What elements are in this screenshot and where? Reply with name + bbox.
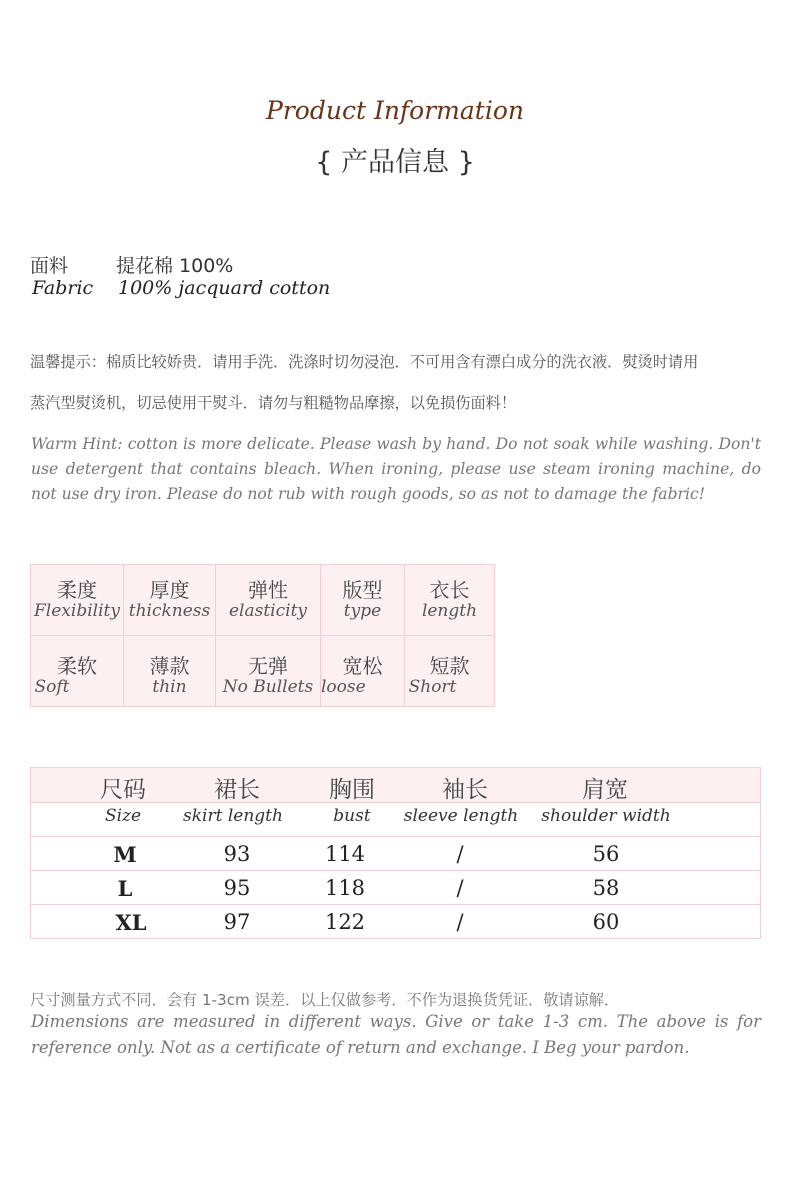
attribute-value-cn: 宽松 (342, 654, 383, 678)
care-hint-cn-line1: 温馨提示：棉质比较娇贵．请用手洗．洗涤时切勿浸泡．不可用含有漂白成分的洗衣液．熨烫时请用 (30, 353, 699, 371)
size-cell: M (113, 842, 137, 867)
attribute-head-en: length (421, 601, 478, 621)
size-header-en: bust (333, 806, 371, 826)
size-header-cn: 肩宽 (582, 777, 628, 803)
care-hint-cn-line2: 蒸汽型熨烫机，切忌使用干熨斗．请勿与粗糙物品摩擦，以免损伤面料！ (30, 394, 516, 412)
attribute-value-en: Short (408, 677, 457, 697)
fabric-value-cn: 提花棉 100% (116, 255, 234, 277)
attribute-value-en: Soft (34, 677, 70, 697)
size-cell: 122 (324, 910, 366, 934)
attribute-head-en: thickness (128, 601, 211, 621)
size-cell: 58 (592, 876, 620, 900)
attribute-value-cn: 短款 (429, 654, 470, 678)
size-cell: / (456, 842, 464, 866)
size-cell: L (117, 876, 133, 901)
size-cell: XL (115, 910, 147, 935)
size-cell: 95 (223, 876, 251, 900)
attribute-value-en: thin (152, 677, 187, 697)
attribute-head-cn: 衣长 (429, 578, 470, 602)
attribute-value-cn: 柔软 (57, 654, 97, 678)
size-table-divider (31, 870, 760, 871)
attribute-head-cn: 柔度 (57, 578, 97, 602)
size-header-cn: 尺码 (100, 777, 146, 803)
attribute-value-en: loose (321, 677, 366, 697)
size-table-divider (31, 836, 760, 837)
attribute-value-cn: 薄款 (149, 654, 190, 678)
size-header-en: sleeve length (403, 806, 519, 826)
size-header-en: skirt length (183, 806, 283, 826)
attribute-head-cn: 版型 (342, 578, 383, 602)
attribute-table (30, 564, 495, 707)
size-table-divider (31, 904, 760, 905)
size-header-cn: 胸围 (329, 777, 375, 803)
attribute-head-en: Flexibility (34, 601, 120, 621)
attribute-value-cn: 无弹 (248, 654, 288, 678)
size-cell: 56 (592, 842, 620, 866)
measurement-note-cn: 尺寸测量方式不同．会有 1-3cm 误差．以上仅做参考．不作为退换货凭证．敬请谅解． (30, 991, 620, 1009)
measurement-note-en: Dimensions are measured in different ways. Give or take 1-3 cm. The above is for reference only. Not as a certificate of return and exchange. I Beg your pardon. (31, 1012, 761, 1057)
size-cell: 118 (324, 876, 366, 900)
attribute-head-cn: 厚度 (149, 578, 190, 602)
attribute-head-en: type (343, 601, 382, 621)
size-cell: 114 (324, 842, 366, 866)
attribute-divider (31, 635, 494, 636)
size-header-cn: 袖长 (442, 777, 488, 803)
attribute-value-en: No Bullets (222, 677, 314, 697)
size-table (30, 767, 761, 939)
size-header-en: Size (104, 806, 142, 826)
fabric-label-en: Fabric (32, 277, 94, 299)
size-cell: 60 (592, 910, 620, 934)
size-cell: / (456, 876, 464, 900)
care-hint-en: Warm Hint: cotton is more delicate. Please wash by hand. Do not soak while washing. Don't use detergent that contains bleach. When ironing, please use steam ironing machine, do not use dry iron. Please do not rub with rough goods, so as not to damage the fabric! (31, 435, 761, 503)
size-cell: 93 (223, 842, 251, 866)
size-cell: 97 (223, 910, 251, 934)
size-header-en: shoulder width (541, 806, 671, 826)
attribute-head-cn: 弹性 (248, 578, 288, 602)
page-title-en: Product Information (266, 96, 524, 125)
size-header-cn: 裙长 (214, 777, 260, 803)
size-cell: / (456, 910, 464, 934)
fabric-value-en: 100% jacquard cotton (118, 277, 331, 299)
page-title-cn: { 产品信息 } (315, 147, 475, 178)
fabric-label-cn: 面料 (30, 255, 69, 277)
attribute-head-en: elasticity (228, 601, 308, 621)
